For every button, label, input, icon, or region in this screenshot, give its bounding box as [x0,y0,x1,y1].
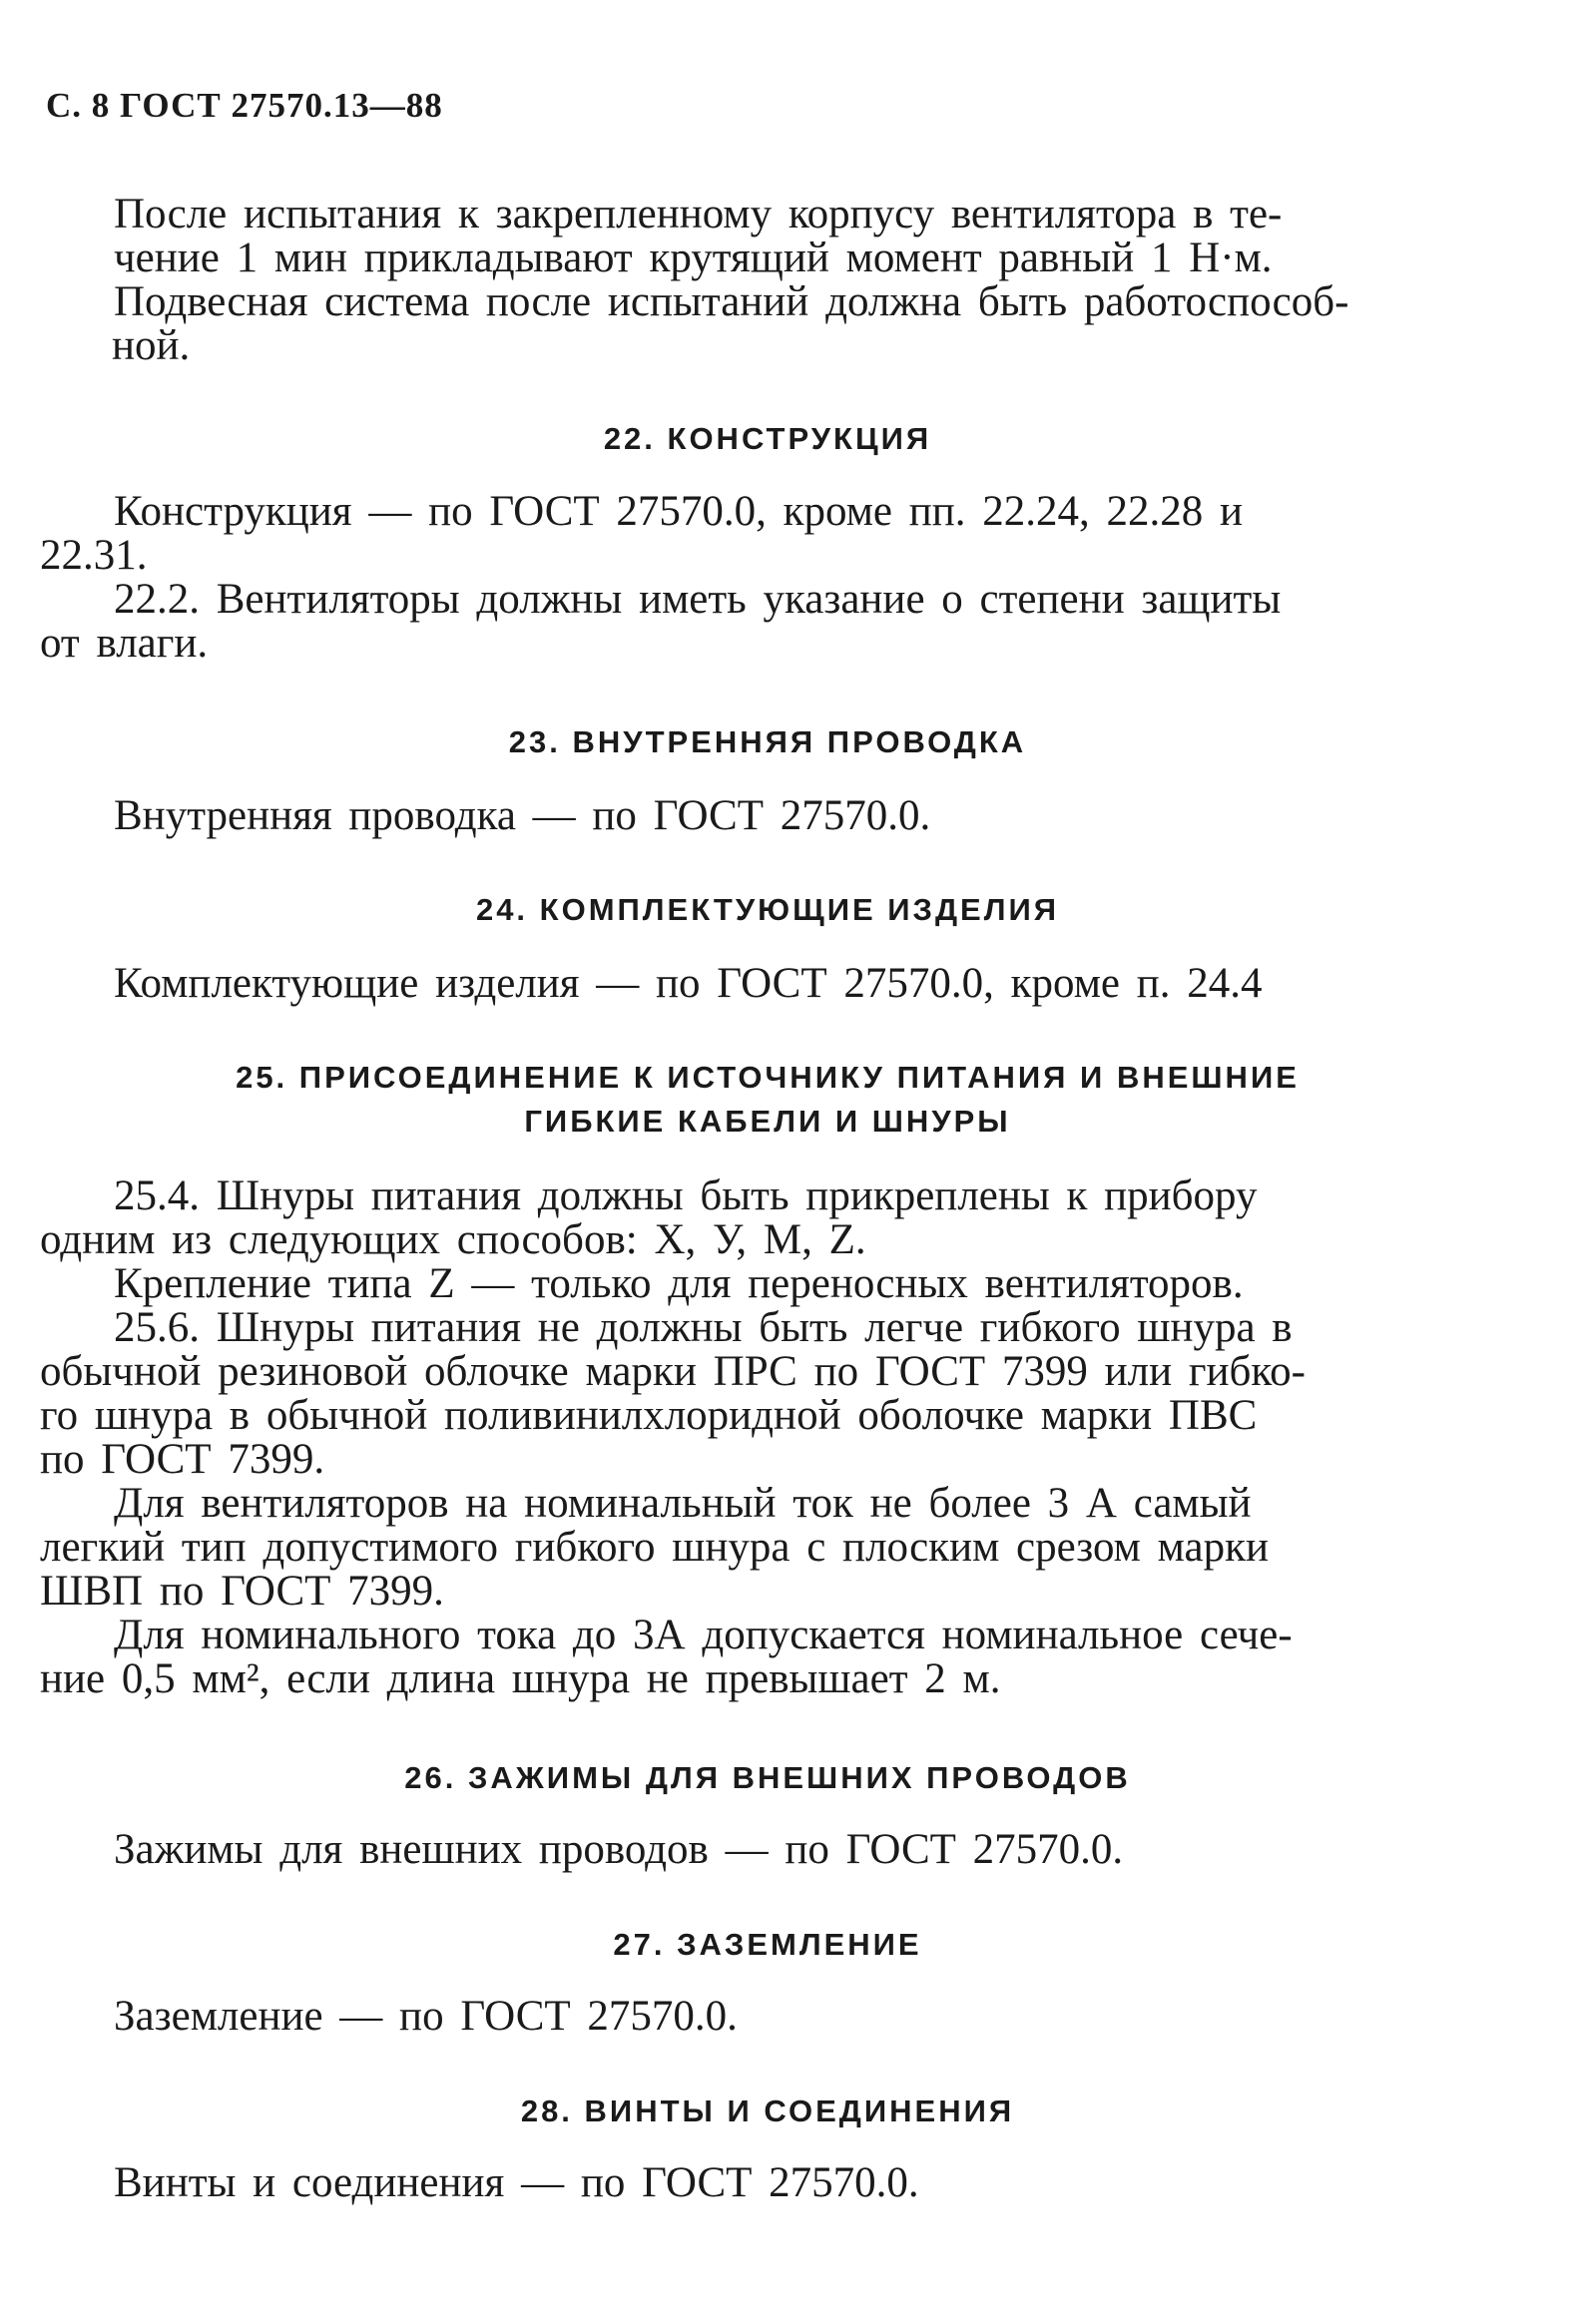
text-line: 22.2. Вентиляторы должны иметь указание о степени защиты [114,576,1282,623]
text-line: 25.4. Шнуры питания должны быть прикреплены к прибору [114,1172,1258,1219]
section-heading-24: 24. КОМПЛЕКТУЮЩИЕ ИЗДЕЛИЯ [475,892,1060,927]
text-line: Заземление — по ГОСТ 27570.0. [114,1993,738,2040]
section-body-25 [40,1172,1421,1702]
heading-line: ГИБКИЕ КАБЕЛИ И ШНУРЫ [524,1104,1011,1139]
section-body-23 [114,794,1421,838]
section-body-22 [40,488,1421,667]
section-body-26 [114,1828,1421,1872]
text-line: Для номинального тока до 3А допускается номинальное сече- [114,1612,1293,1658]
text-line: Комплектующие изделия — по ГОСТ 27570.0, кроме п. 24.4 [114,960,1263,1007]
text-line: легкий тип допустимого гибкого шнура с плоским срезом марки [40,1524,1270,1571]
text-line: Винты и соединения — по ГОСТ 27570.0. [114,2159,919,2206]
section-heading-22: 22. КОНСТРУКЦИЯ [603,421,932,456]
text-line: ной. [112,322,191,369]
text-line: Подвесная система после испытаний должна быть работоспособ- [114,278,1349,325]
section-heading-28: 28. ВИНТЫ И СОЕДИНЕНИЯ [520,2093,1015,2128]
section-body-24 [114,962,1421,1006]
text-line: Внутренняя проводка — по ГОСТ 27570.0. [114,792,931,839]
text-line: Для вентиляторов на номинальный ток не более 3 А самый [114,1480,1252,1527]
text-line: обычной резиновой облочке марки ПРС по ГОСТ 7399 или гибко- [40,1348,1306,1395]
text-line: ШВП по ГОСТ 7399. [40,1568,444,1615]
section-heading-26: 26. ЗАЖИМЫ ДЛЯ ВНЕШНИХ ПРОВОДОВ [404,1760,1131,1795]
section-heading-27: 27. ЗАЗЕМЛЕНИЕ [613,1927,922,1962]
text-line: одним из следующих способов: X, У, M, Z. [40,1216,866,1263]
text-line: чение 1 мин прикладывают крутящий момент равный 1 Н·м. [114,234,1273,281]
text-line: от влаги. [40,620,209,667]
text-line: Конструкция — по ГОСТ 27570.0, кроме пп. 22.24, 22.28 и [114,488,1244,535]
page-header: С. 8 ГОСТ 27570.13—88 [46,86,443,125]
text-line: 22.31. [40,532,148,579]
heading-line: 25. ПРИСОЕДИНЕНИЕ К ИСТОЧНИКУ ПИТАНИЯ И ВНЕШНИЕ [236,1060,1300,1095]
intro-paragraph [114,193,1421,368]
text-line: Крепление типа Z — только для переносных вентиляторов. [114,1260,1244,1307]
text-line: по ГОСТ 7399. [40,1436,325,1483]
text-line: го шнура в обычной поливинилхлоридной оболочке марки ПВС [40,1392,1258,1439]
text-line: 25.6. Шнуры питания не должны быть легче гибкого шнура в [114,1304,1293,1351]
text-line: После испытания к закрепленному корпусу вентилятора в те- [114,191,1283,237]
section-heading-25 [114,1056,1421,1144]
text-line: Зажимы для внешних проводов — по ГОСТ 27570.0. [114,1826,1124,1873]
section-body-27 [114,1995,1421,2039]
section-heading-23: 23. ВНУТРЕННЯЯ ПРОВОДКА [508,724,1027,759]
section-body-28 [114,2161,1421,2205]
text-line: ние 0,5 мм², если длина шнура не превышает 2 м. [40,1655,1001,1702]
